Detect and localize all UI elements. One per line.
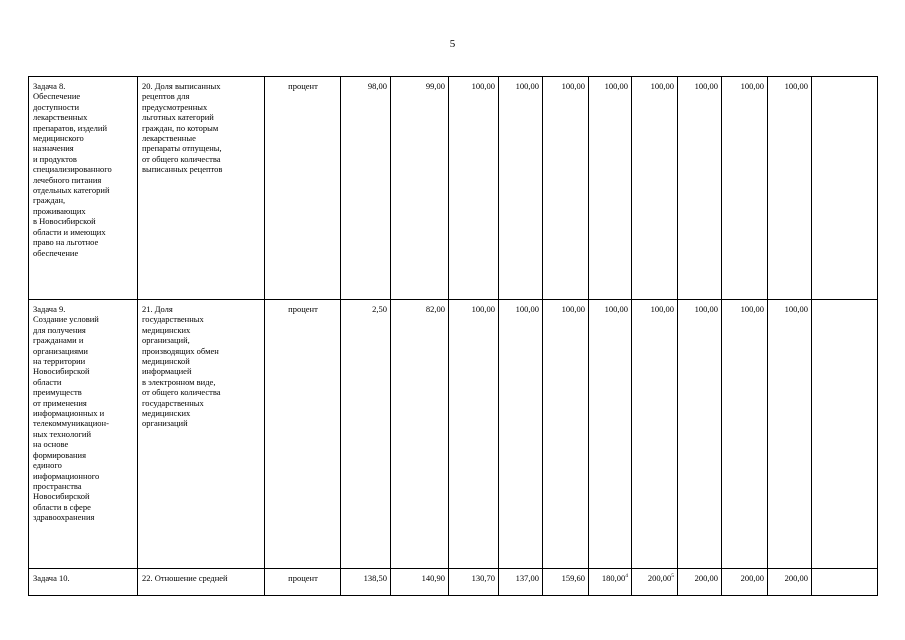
value-text: 130,70	[471, 573, 495, 583]
indicator-cell: 22. Отношение средней	[138, 569, 265, 596]
value-cell	[391, 300, 449, 569]
value-text: 200,00	[694, 573, 718, 583]
value-text: 100,00	[740, 81, 764, 91]
value-text: 100,00	[561, 304, 585, 314]
value-text: 100,00	[515, 304, 539, 314]
value-text: 100,00	[604, 81, 628, 91]
value-text: 100,00	[561, 81, 585, 91]
value-text: 100,00	[784, 81, 808, 91]
value-cell	[632, 77, 678, 300]
value-text: 82,00	[425, 304, 445, 314]
task-cell: Задача 10.	[29, 569, 138, 596]
value-cell	[589, 300, 632, 569]
value-text: 100,00	[471, 81, 495, 91]
indicator-cell: 20. Доля выписанных рецептов для предусмотренных льготных категорий граждан, по которым лекарственные препараты отпущены, от общего количества выписанных рецептов	[138, 77, 265, 300]
value-cell	[543, 300, 589, 569]
value-cell	[768, 77, 812, 300]
value-text: 100,00	[784, 304, 808, 314]
value-text: 159,60	[561, 573, 585, 583]
value-text: 100,00	[650, 304, 674, 314]
value-cell	[589, 569, 632, 596]
value-cell	[589, 77, 632, 300]
value-text: 100,00	[515, 81, 539, 91]
value-cell	[391, 569, 449, 596]
value-cell	[543, 77, 589, 300]
value-cell	[722, 77, 768, 300]
value-cell	[722, 300, 768, 569]
value-text: 137,00	[515, 573, 539, 583]
value-cell	[341, 300, 391, 569]
value-text: 200,00	[647, 573, 672, 583]
value-cell	[678, 569, 722, 596]
value-cell	[678, 300, 722, 569]
value-cell	[632, 569, 678, 596]
footnote-mark: 4	[625, 573, 628, 580]
value-cell	[341, 77, 391, 300]
value-text: 138,50	[363, 573, 387, 583]
value-cell	[722, 569, 768, 596]
value-text: 100,00	[694, 304, 718, 314]
unit-cell: процент	[265, 569, 341, 596]
value-text: 100,00	[694, 81, 718, 91]
value-text: 140,90	[421, 573, 445, 583]
value-cell	[632, 300, 678, 569]
value-cell	[543, 569, 589, 596]
value-text: 100,00	[650, 81, 674, 91]
value-cell	[768, 300, 812, 569]
value-text: 98,00	[367, 81, 387, 91]
page-number: 5	[449, 38, 456, 50]
value-cell	[678, 77, 722, 300]
note-cell	[812, 569, 878, 596]
value-cell	[341, 569, 391, 596]
value-text: 200,00	[784, 573, 808, 583]
value-cell	[449, 77, 499, 300]
value-cell	[768, 569, 812, 596]
note-cell	[812, 300, 878, 569]
value-text: 99,00	[425, 81, 445, 91]
value-text: 180,00	[601, 573, 626, 583]
table-row	[29, 569, 878, 596]
table-row	[29, 300, 878, 569]
value-cell	[391, 77, 449, 300]
task-cell: Задача 8. Обеспечение доступности лекарственных препаратов, изделий медицинского назначения и продуктов специализированного лечебного питания отдельных категорий граждан, проживающих в Новосибирской области и имеющих право на льготное обеспечение	[29, 77, 138, 300]
value-cell	[449, 300, 499, 569]
note-cell	[812, 77, 878, 300]
value-cell	[499, 77, 543, 300]
value-cell	[449, 569, 499, 596]
task-cell: Задача 9. Создание условий для получения гражданами и организациями на территории Новосибирской области преимуществ от применения информационных и телекоммуникацион- ных технологий на основе формирования единого информационного пространства Новосибирской области в сфере здравоохранения	[29, 300, 138, 569]
value-text: 100,00	[740, 304, 764, 314]
value-text: 100,00	[604, 304, 628, 314]
footnote-mark: 5	[671, 573, 674, 580]
indicators-table	[28, 76, 878, 596]
value-text: 200,00	[740, 573, 764, 583]
table-row	[29, 77, 878, 300]
indicator-cell: 21. Доля государственных медицинских организаций, производящих обмен медицинской информацией в электронном виде, от общего количества государственных медицинских организаций	[138, 300, 265, 569]
value-text: 2,50	[372, 304, 387, 314]
value-cell	[499, 300, 543, 569]
value-cell	[499, 569, 543, 596]
unit-cell: процент	[265, 300, 341, 569]
unit-cell: процент	[265, 77, 341, 300]
value-text: 100,00	[471, 304, 495, 314]
